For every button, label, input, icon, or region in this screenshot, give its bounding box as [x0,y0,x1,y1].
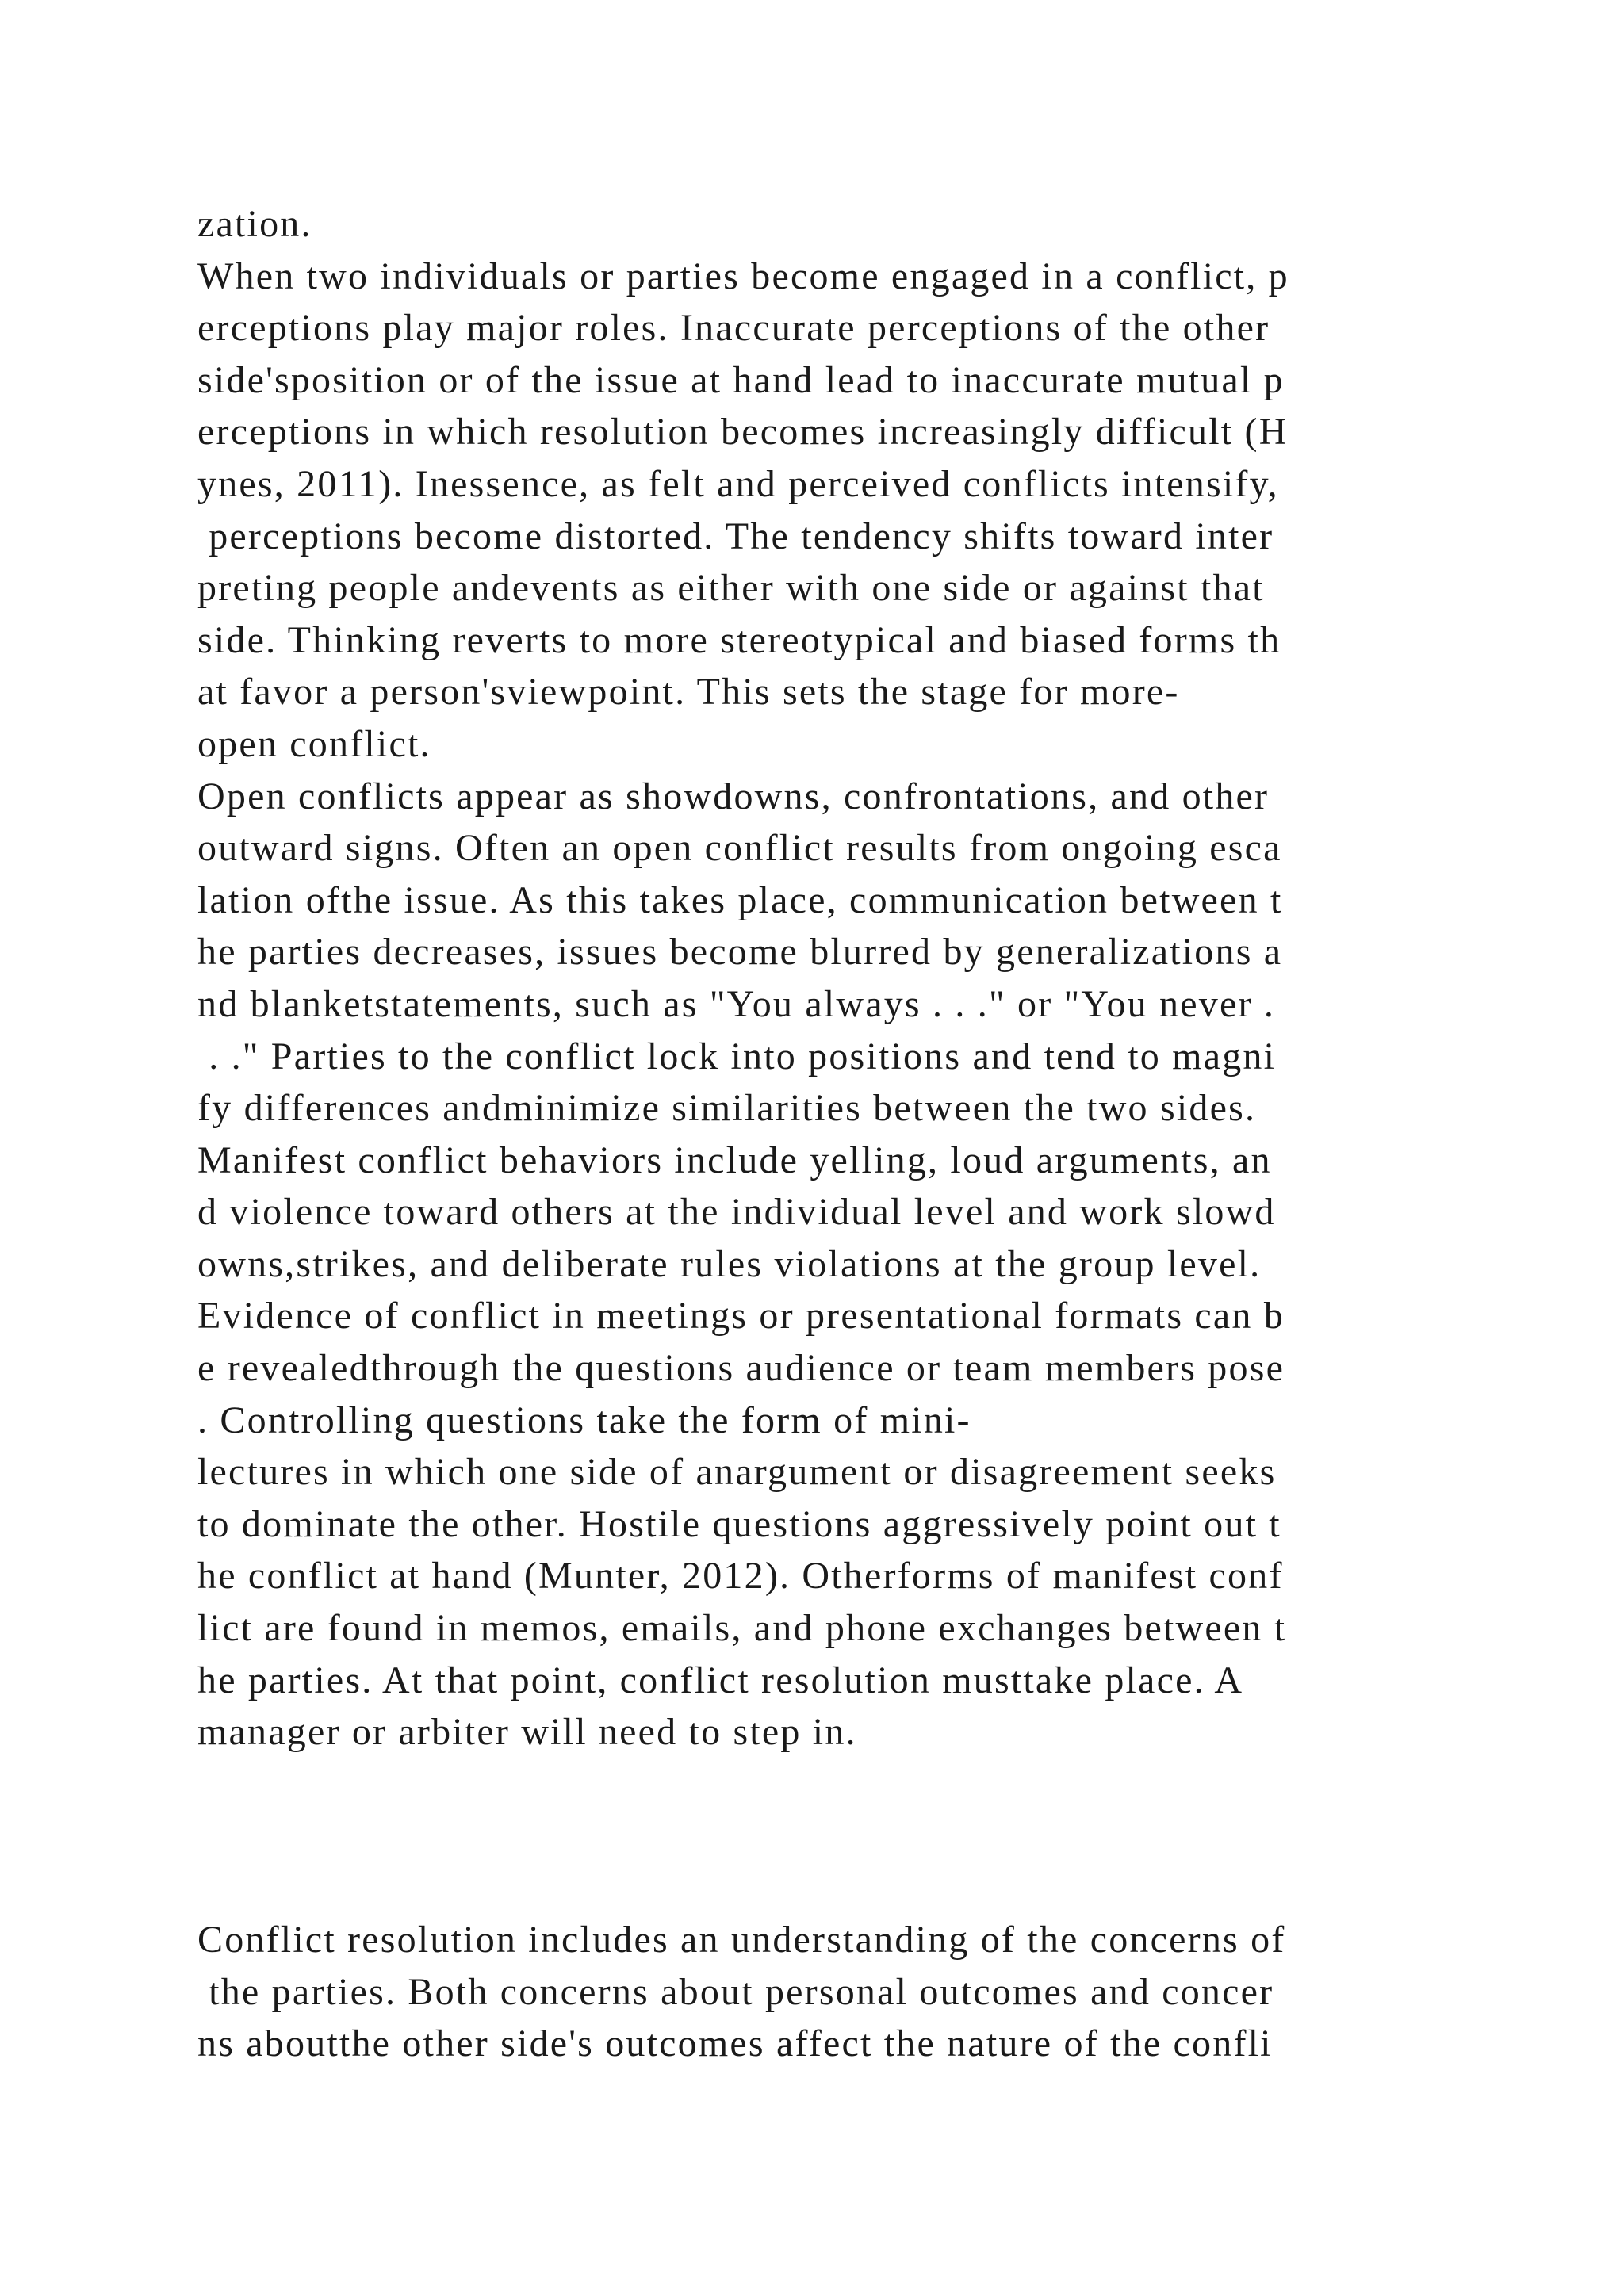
text-line: Open conflicts appear as showdowns, confrontations, and other [197,775,1270,817]
text-line: the parties. Both concerns about personal outcomes and concer [197,1970,1274,2013]
text-line: fy differences andminimize similarities between the two sides. [197,1087,1257,1130]
text-line: open conflict. [197,722,431,765]
text-line: lict are found in memos, emails, and phone exchanges between t [197,1607,1287,1650]
text-line: side'sposition or of the issue at hand lead to inaccurate mutual p [197,358,1285,401]
text-line: he parties decreases, issues become blurred by generalizations a [197,931,1283,974]
text-line: owns,strikes, and deliberate rules violations at the group level. [197,1242,1262,1285]
text-line: preting people andevents as either with one side or against that [197,567,1265,610]
text-line: . Controlling questions take the form of mini- [197,1399,971,1441]
text-line: e revealedthrough the questions audience or team members pose [197,1347,1285,1390]
text-line: Manifest conflict behaviors include yelling, loud arguments, an [197,1138,1272,1181]
text-line: perceptions become distorted. The tendency shifts toward inter [197,515,1274,557]
text-line: he parties. At that point, conflict resolution musttake place. A [197,1659,1244,1701]
text-line: erceptions play major roles. Inaccurate perceptions of the other [197,307,1270,350]
text-line: lation ofthe issue. As this takes place, communication between t [197,878,1283,921]
text-line: he conflict at hand (Munter, 2012). Otherforms of manifest conf [197,1555,1284,1598]
body-text-block [197,198,1466,1758]
text-line: . ." Parties to the conflict lock into positions and tend to magni [197,1035,1277,1077]
text-line: nd blanketstatements, such as "You always . . ." or "You never . [197,982,1276,1025]
text-line: When two individuals or parties become engaged in a conflict, p [197,254,1289,297]
text-line: side. Thinking reverts to more stereotypical and biased forms th [197,618,1281,661]
text-line: lectures in which one side of anargument or disagreement seeks [197,1451,1277,1494]
text-line: outward signs. Often an open conflict results from ongoing esca [197,827,1282,870]
text-line: ynes, 2011). Inessence, as felt and perceived conflicts intensify, [197,462,1279,505]
text-line: Conflict resolution includes an understanding of the concerns of [197,1919,1286,1961]
text-line: ns aboutthe other side's outcomes affect the nature of the confli [197,2022,1273,2065]
text-line: d violence toward others at the individual level and work slowd [197,1191,1276,1234]
text-line: to dominate the other. Hostile questions aggressively point out t [197,1502,1281,1545]
text-line: Evidence of conflict in meetings or presentational formats can b [197,1295,1285,1337]
text-line: at favor a person'sviewpoint. This sets the stage for more- [197,671,1180,714]
text-line: erceptions in which resolution becomes increasingly difficult (H [197,411,1289,453]
text-line: manager or arbiter will need to step in. [197,1711,857,1754]
text-line: zation. [197,203,312,245]
conflict-resolution-paragraph [197,1914,1466,2070]
